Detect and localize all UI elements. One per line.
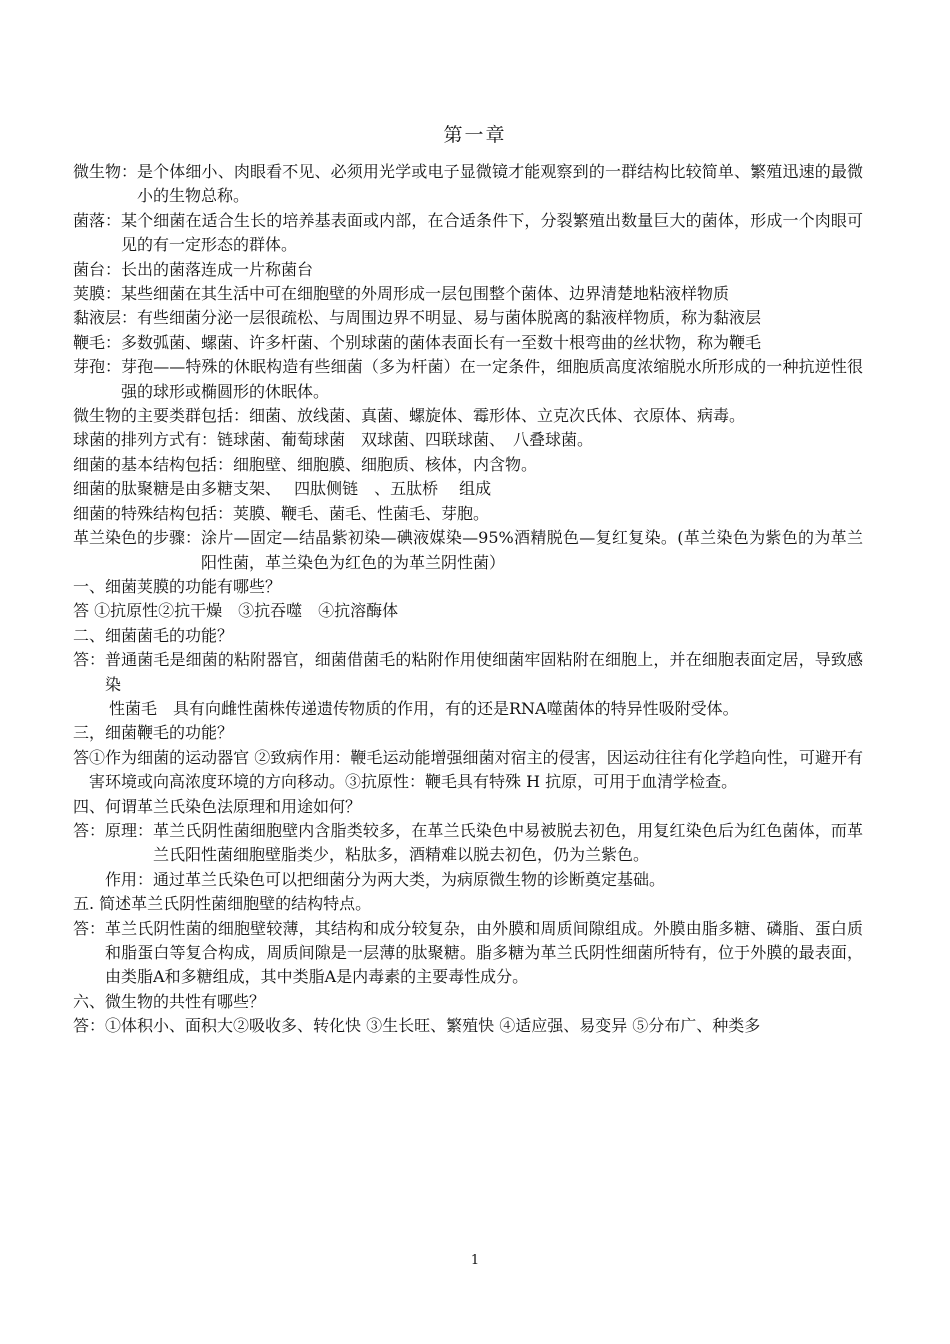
definition-capsule [73,282,863,306]
fact-line: 细菌的基本结构包括：细胞壁、细胞膜、细胞质、核体，内含物。 [73,454,538,474]
answer-label: 答： [73,918,106,938]
definition-term: 鞭毛： [73,332,122,352]
definition-text: 某些细菌在其生活中可在细胞壁的外周形成一层包围整个菌体、边界清楚地粘液样物质 [121,284,730,304]
definition-term: 菌落： [73,210,122,230]
use-text: 通过革兰氏染色可以把细菌分为两大类，为病原微生物的诊断奠定基础。 [153,869,666,889]
definition-term: 黏液层： [73,308,138,328]
definition-flagellum [73,331,863,355]
definition-text: 某个细菌在适合生长的培养基表面或内部，在合适条件下，分裂繁殖出数量巨大的菌体，形成一个肉眼可见的有一定形态的群体。 [121,210,863,255]
chapter-title: 第一章 [443,124,507,146]
gram-stain-text: 涂片—固定—结晶紫初染—碘液媒染—95%酒精脱色—复红复染。(革兰染色为紫色的为革兰阳性菌，革兰染色为红色的为革兰阴性菌） [201,528,863,572]
definition-term: 荚膜： [73,284,122,304]
answer-1: 答 ①抗原性②抗干燥 ③抗吞噬 ④抗溶酶体 [73,601,399,621]
gram-stain-steps [73,526,863,575]
answer-label: 答： [73,650,106,670]
use-label: 作用： [105,869,154,889]
definition-colony [73,209,863,258]
answer-text: ①体积小、面积大②吸收多、转化快 ③生长旺、繁殖快 ④适应强、易变异 ⑤分布广、种类多 [105,1016,761,1036]
definition-text: 多数弧菌、螺菌、许多杆菌、个别球菌的菌体表面长有一至数十根弯曲的丝状物，称为鞭毛 [121,332,762,352]
definition-term: 菌台： [73,259,122,279]
definition-text: 长出的菌落连成一片称菌台 [121,259,314,279]
question-6: 六、微生物的共性有哪些？ [73,991,266,1011]
fact-line: 微生物的主要类群包括：细菌、放线菌、真菌、螺旋体、霉形体、立克次氏体、衣原体、病毒。 [73,406,746,426]
answer-4 [73,819,863,892]
answer-3 [73,746,863,795]
question-5: 五. 简述革兰氏阴性菌细胞壁的结构特点。 [73,894,372,914]
fact-line: 细菌的肽聚糖是由多糖支架、 四肽侧链 、五肽桥 组成 [73,479,492,499]
principle-label: 原理： [105,820,154,840]
question-2: 二、细菌菌毛的功能？ [73,625,234,645]
principle-text: 革兰氏阴性菌细胞壁内含脂类较多，在革兰氏染色中易被脱去初色，用复红染色后为红色菌体，而革兰氏阳性菌细胞壁脂类少，粘肽多，酒精难以脱去初色，仍为兰紫色。 [153,820,863,865]
question-3: 三，细菌鞭毛的功能？ [73,723,234,743]
answer-5 [73,917,863,990]
question-4: 四、何谓革兰氏染色法原理和用途如何？ [73,796,362,816]
answer-label: 答： [73,820,106,840]
answer-6 [73,1014,863,1038]
answer-2-extra: 性菌毛 具有向雌性菌株传递遗传物质的作用，有的还是RNA噬菌体的特异性吸附受体。 [109,698,739,718]
answer-4-body [105,819,863,892]
page-content [73,160,863,1039]
definition-text: 是个体细小、肉眼看不见、必须用光学或电子显微镜才能观察到的一群结构比较简单、繁殖迅速的最微小的生物总称。 [137,162,863,206]
page-number: 1 [470,1253,480,1268]
answer-text: 革兰氏阴性菌的细胞壁较薄，其结构和成分较复杂，由外膜和周质间隙组成。外膜由脂多糖、磷脂、蛋白质和脂蛋白等复合构成，周质间隙是一层薄的肽聚糖。脂多糖为革兰氏阴性细菌所特有，位于外膜的最表面，由类脂A和多糖组成，其中类脂A是内毒素的主要毒性成分。 [105,918,863,987]
answer-text: 普通菌毛是细菌的粘附器官，细菌借菌毛的粘附作用使细菌牢固粘附在细胞上，并在细胞表面定居，导致感染 [105,650,863,694]
definition-term: 芽孢： [73,357,122,377]
definition-text: 芽孢——特殊的休眠构造有些细菌（多为杆菌）在一定条件，细胞质高度浓缩脱水所形成的一种抗逆性很强的球形或椭圆形的休眠体。 [121,357,863,401]
definition-lawn [73,258,863,282]
answer-label: 答 [73,747,90,767]
fact-line: 细菌的特殊结构包括：荚膜、鞭毛、菌毛、性菌毛、芽胞。 [73,503,490,523]
fact-line: 球菌的排列方式有：链球菌、葡萄球菌 双球菌、四联球菌、 八叠球菌。 [73,430,594,450]
answer-4-use [105,868,863,892]
definition-text: 有些细菌分泌一层很疏松、与周围边界不明显、易与菌体脱离的黏液样物质，称为黏液层 [137,308,762,328]
answer-2 [73,648,863,697]
question-1: 一、细菌荚膜的功能有哪些？ [73,576,282,596]
answer-4-principle [105,819,863,868]
definition-slime-layer [73,306,863,330]
gram-stain-term: 革兰染色的步骤： [73,528,202,548]
definition-term: 微生物： [73,162,138,181]
answer-text: ①作为细菌的运动器官 ②致病作用：鞭毛运动能增强细菌对宿主的侵害，因运动往往有化学趋向性，可避开有害环境或向高浓度环境的方向移动。③抗原性：鞭毛具有特殊 H 抗原，可用于血清学检查。 [89,747,863,792]
answer-label: 答： [73,1016,106,1036]
definition-spore [73,355,863,404]
definition-microorganism [73,160,863,209]
